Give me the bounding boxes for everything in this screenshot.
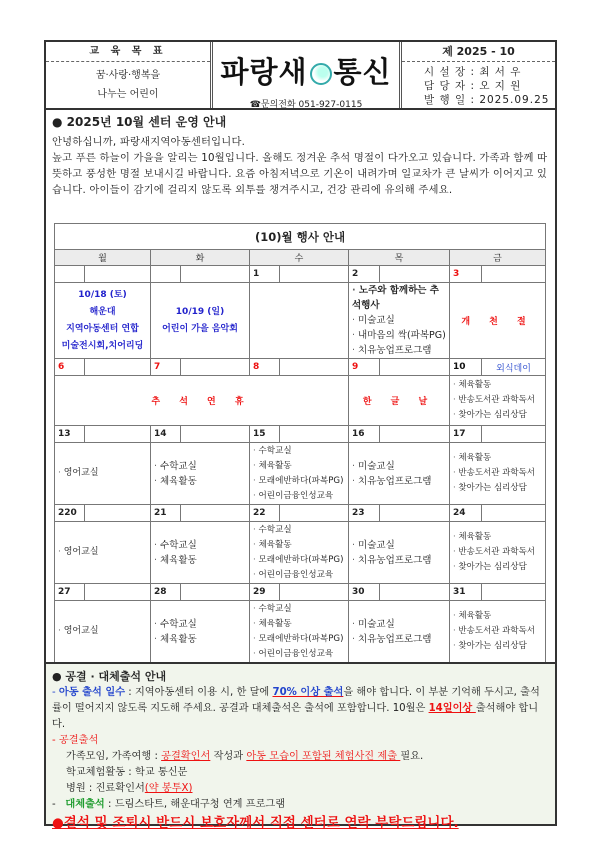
- wed-activities: [250, 601, 349, 663]
- date-cell: 7: [151, 359, 181, 376]
- activity-item: · 미술교실: [352, 459, 446, 474]
- blank-cell: [181, 505, 250, 522]
- blank-cell: [181, 584, 250, 601]
- activity-item: · 어린이금융인성교육: [253, 489, 345, 504]
- director: 시 설 장 : 최 서 우: [424, 66, 522, 78]
- event-art-exhibition: [55, 283, 151, 359]
- date-row: [55, 426, 546, 443]
- activity-item: · 치유농업프로그램: [352, 474, 446, 489]
- date-cell: 2: [349, 266, 380, 283]
- activity-item: · 반송도서관 과학독서: [453, 393, 542, 408]
- date-row: [55, 584, 546, 601]
- activity-item: · 노주와 함께하는 추석행사: [352, 283, 446, 313]
- event-line: 미술전시회,치어리딩: [61, 340, 144, 351]
- text: : 드림스타트, 해운대구청 연계 프로그램: [104, 799, 286, 810]
- emphasis: 공결확인서: [161, 751, 211, 762]
- intro-paragraph: 높고 푸른 하늘이 가을을 알리는 10월입니다. 올해도 정겨운 추석 명절이 다가오고 있습니다. 가족과 함께 따뜻하고 풍성한 명절 보내시길 바랍니다. 요즘 아침저녁으로 기온이 내려가며 일교차가 큰 날씨가 이어지고 있습니다. 아이들이 감기에 걸리지 않도록 외투를 챙겨주시고, 건강 관리에 유의해 주세요.: [52, 152, 548, 196]
- fri-activities: [450, 601, 546, 663]
- blank-cell: [482, 505, 546, 522]
- goal-text: [46, 66, 210, 104]
- activity-item: · 찾아가는 심리상담: [453, 408, 542, 423]
- empty-cell: [250, 283, 349, 359]
- phone: ☎문의전화 051-927-0115: [249, 100, 363, 110]
- activity-item: · 미술교실: [352, 617, 446, 632]
- activity-item: · 수학교실: [154, 617, 246, 632]
- blank-cell: [380, 584, 450, 601]
- date-cell: 6: [55, 359, 85, 376]
- blank-cell: [181, 426, 250, 443]
- masthead: [213, 42, 402, 108]
- date-cell: 23: [349, 505, 380, 522]
- text: 을 해야 합니다. 이 부분 기억해 두시고, 출석률이 떨어지지 않도록 지도해 주세요. 공결과 대체출석은 출석에 포함합니다. 10월은: [52, 687, 540, 714]
- mon-activities: [55, 522, 151, 584]
- excused-label: - 공결출석: [52, 735, 99, 746]
- event-calendar: [54, 223, 546, 663]
- blank-cell: [482, 584, 546, 601]
- date-cell: 220: [55, 505, 85, 522]
- content-row: [55, 601, 546, 663]
- thu-activities: [349, 443, 450, 505]
- activity-item: · 찾아가는 심리상담: [453, 560, 542, 575]
- blank-cell: [280, 426, 349, 443]
- blank-cell: [482, 426, 546, 443]
- activity-item: · 체육활동: [453, 609, 542, 624]
- calendar-title: (10)월 행사 안내: [55, 224, 546, 250]
- date-cell: 3: [450, 266, 482, 283]
- activity-item: · 반송도서관 과학독서: [453, 545, 542, 560]
- date-cell: 16: [349, 426, 380, 443]
- activity-item: · 반송도서관 과학독서: [453, 624, 542, 639]
- thu-activities: [349, 522, 450, 584]
- date-cell: 15: [250, 426, 280, 443]
- tue-activities: [151, 522, 250, 584]
- label: 공결출석: [58, 735, 99, 746]
- goal-line: 나누는 어린이: [97, 89, 159, 100]
- activity-item: · 수학교실: [253, 602, 345, 617]
- school-rule: 학교체험활동 : 학교 통신문: [66, 767, 188, 778]
- bird-emblem-icon: [310, 63, 332, 85]
- activity-item: · 미술교실: [352, 538, 446, 553]
- weekday-tue: 화: [151, 250, 250, 266]
- date-cell: 8: [250, 359, 280, 376]
- activity-item: · 찾아가는 심리상담: [453, 639, 542, 654]
- goal-title: 교 육 목 표: [46, 42, 210, 62]
- issue-number: 제 2025 - 10: [402, 42, 555, 62]
- date-row: [55, 359, 546, 376]
- date-cell: 13: [55, 426, 85, 443]
- activity-item: · 체육활동: [154, 474, 246, 489]
- weekday-wed: 수: [250, 250, 349, 266]
- activity-item: · 체육활동: [253, 617, 345, 632]
- date-cell: 1: [250, 266, 280, 283]
- label: 대체출석: [65, 799, 105, 810]
- emphasis: (약 봉투X): [144, 783, 193, 794]
- activity-item: · 체육활동: [253, 459, 345, 474]
- education-goal: [46, 42, 213, 108]
- event-line: 10/19 (일): [175, 306, 225, 317]
- thu-activities: [349, 601, 450, 663]
- tue-activities: [151, 443, 250, 505]
- date-cell: 30: [349, 584, 380, 601]
- blank-cell: [280, 584, 349, 601]
- date-cell: 17: [450, 426, 482, 443]
- contact-warning: ●결석 및 조퇴시 반드시 보호자께서 직접 센터로 연락 부탁드립니다.: [52, 815, 459, 831]
- content-row: [55, 283, 546, 359]
- activity-item: · 영어교실: [58, 624, 147, 639]
- date-row: [55, 266, 546, 283]
- date-cell: 28: [151, 584, 181, 601]
- dining-out-day: 외식데이: [482, 359, 546, 376]
- holiday-chuseok: 추 석 연 휴: [55, 376, 349, 426]
- date-cell: 24: [450, 505, 482, 522]
- date-cell: 31: [450, 584, 482, 601]
- blank-cell: [380, 505, 450, 522]
- blank-cell: [380, 426, 450, 443]
- activity-item: · 영어교실: [58, 545, 147, 560]
- activity-item: · 찾아가는 심리상담: [453, 481, 542, 496]
- thu-activities: [349, 283, 450, 359]
- event-music-concert: [151, 283, 250, 359]
- label: 아동 출석 일수: [58, 687, 126, 698]
- activity-item: · 수학교실: [253, 444, 345, 459]
- text: 출석해야 합니다.: [52, 703, 539, 730]
- weekday-thu: 목: [349, 250, 450, 266]
- mon-activities: [55, 443, 151, 505]
- event-line: 10/18 (토): [78, 289, 127, 300]
- holiday-hangul-day: 한 글 날: [349, 376, 450, 426]
- logo-text: 파랑새: [220, 55, 308, 89]
- weekday-header: [55, 250, 546, 266]
- activity-item: · 체육활동: [453, 530, 542, 545]
- content-row: [55, 443, 546, 505]
- weekday-fri: 금: [450, 250, 546, 266]
- newsletter-page: [44, 40, 557, 831]
- date-row: [55, 505, 546, 522]
- activity-item: · 체육활동: [154, 553, 246, 568]
- activity-item: · 영어교실: [58, 466, 147, 481]
- activity-item: · 모래에반하다(파복PG): [253, 632, 345, 647]
- wed-activities: [250, 443, 349, 505]
- activity-item: · 수학교실: [253, 523, 345, 538]
- text: : 지역아동센터 이용 시, 한 달에: [125, 687, 273, 698]
- text: 병원 : 진료확인서: [66, 783, 145, 794]
- text: 작성과: [210, 751, 247, 762]
- activity-item: · 체육활동: [453, 378, 542, 393]
- activity-item: · 수학교실: [154, 538, 246, 553]
- tue-activities: [151, 601, 250, 663]
- activity-item: · 어린이금융인성교육: [253, 568, 345, 583]
- activity-item: · 치유농업프로그램: [352, 553, 446, 568]
- event-line: 어린이 가을 음악회: [162, 323, 238, 334]
- emphasis: 14일이상: [428, 703, 476, 714]
- event-line: 지역아동센터 연합: [66, 323, 139, 334]
- activity-item: · 체육활동: [453, 451, 542, 466]
- intro-section: [52, 113, 550, 198]
- activity-item: · 체육활동: [154, 632, 246, 647]
- date-cell: 22: [250, 505, 280, 522]
- alternative-rule: - 대체출석 : 드림스타트, 해운대구청 연계 프로그램: [52, 799, 286, 810]
- mon-activities: [55, 601, 151, 663]
- date-cell: [151, 266, 181, 283]
- event-line: 해운대: [89, 306, 116, 317]
- date-cell: 29: [250, 584, 280, 601]
- text: 가족모임, 가족여행 :: [66, 751, 162, 762]
- header: [46, 42, 555, 110]
- activity-item: · 치유농업프로그램: [352, 343, 446, 358]
- date-cell: 21: [151, 505, 181, 522]
- text: 필요.: [400, 751, 424, 762]
- activity-item: · 미술교실: [352, 313, 446, 328]
- attendance-rule: - 아동 출석 일수 : 지역아동센터 이용 시, 한 달에 70% 이상 출석을 해야 합니다. 이 부분 기억해 두시고, 출석률이 떨어지지 않도록 지도해 주세요. 공결과 대체출석은 출석에 포함합니다. 10월은 14일이상 출석해야 합니다.: [52, 687, 540, 730]
- section-title: ● 2025년 10월 센터 운영 안내: [52, 115, 227, 129]
- activity-item: · 어린이금융인성교육: [253, 647, 345, 662]
- date-cell: 9: [349, 359, 380, 376]
- issue-info: [402, 42, 555, 108]
- date-cell: 27: [55, 584, 85, 601]
- intro-paragraph: 안녕하십니까, 파랑새지역아동센터입니다.: [52, 136, 246, 148]
- emphasis: 아동 모습이 포함된 체험사진 제출: [246, 751, 401, 762]
- date-cell: [55, 266, 85, 283]
- emphasis: 70% 이상 출석: [272, 687, 344, 698]
- family-rule: [52, 749, 549, 765]
- hospital-rule: [52, 781, 549, 797]
- logo: [213, 50, 399, 91]
- blank-cell: [85, 505, 151, 522]
- content-row: [55, 376, 546, 426]
- fri-activities: [450, 522, 546, 584]
- weekday-mon: 월: [55, 250, 151, 266]
- blank-cell: [85, 426, 151, 443]
- holiday-foundation-day: 개 천 절: [450, 283, 546, 359]
- fri-activities: [450, 443, 546, 505]
- activity-item: · 모래에반하다(파복PG): [253, 474, 345, 489]
- publish-date: 발 행 일 : 2025.09.25: [424, 94, 550, 106]
- fri-activities: [450, 376, 546, 426]
- blank-cell: [85, 584, 151, 601]
- date-cell: 14: [151, 426, 181, 443]
- notice-title: ● 공결 · 대체출석 안내: [52, 670, 167, 683]
- date-cell: 10: [450, 359, 482, 376]
- activity-item: · 내마음의 싹(파복PG): [352, 328, 446, 343]
- logo-text: 통신: [333, 55, 392, 89]
- goal-line: 꿈·사랑·행복을: [95, 70, 161, 81]
- activity-item: · 반송도서관 과학독서: [453, 466, 542, 481]
- content-row: [55, 522, 546, 584]
- activity-item: · 모래에반하다(파복PG): [253, 553, 345, 568]
- activity-item: · 치유농업프로그램: [352, 632, 446, 647]
- manager: 담 당 자 : 오 지 원: [424, 80, 522, 92]
- wed-activities: [250, 522, 349, 584]
- attendance-notice: [46, 662, 555, 831]
- blank-cell: [280, 505, 349, 522]
- activity-item: · 수학교실: [154, 459, 246, 474]
- activity-item: · 체육활동: [253, 538, 345, 553]
